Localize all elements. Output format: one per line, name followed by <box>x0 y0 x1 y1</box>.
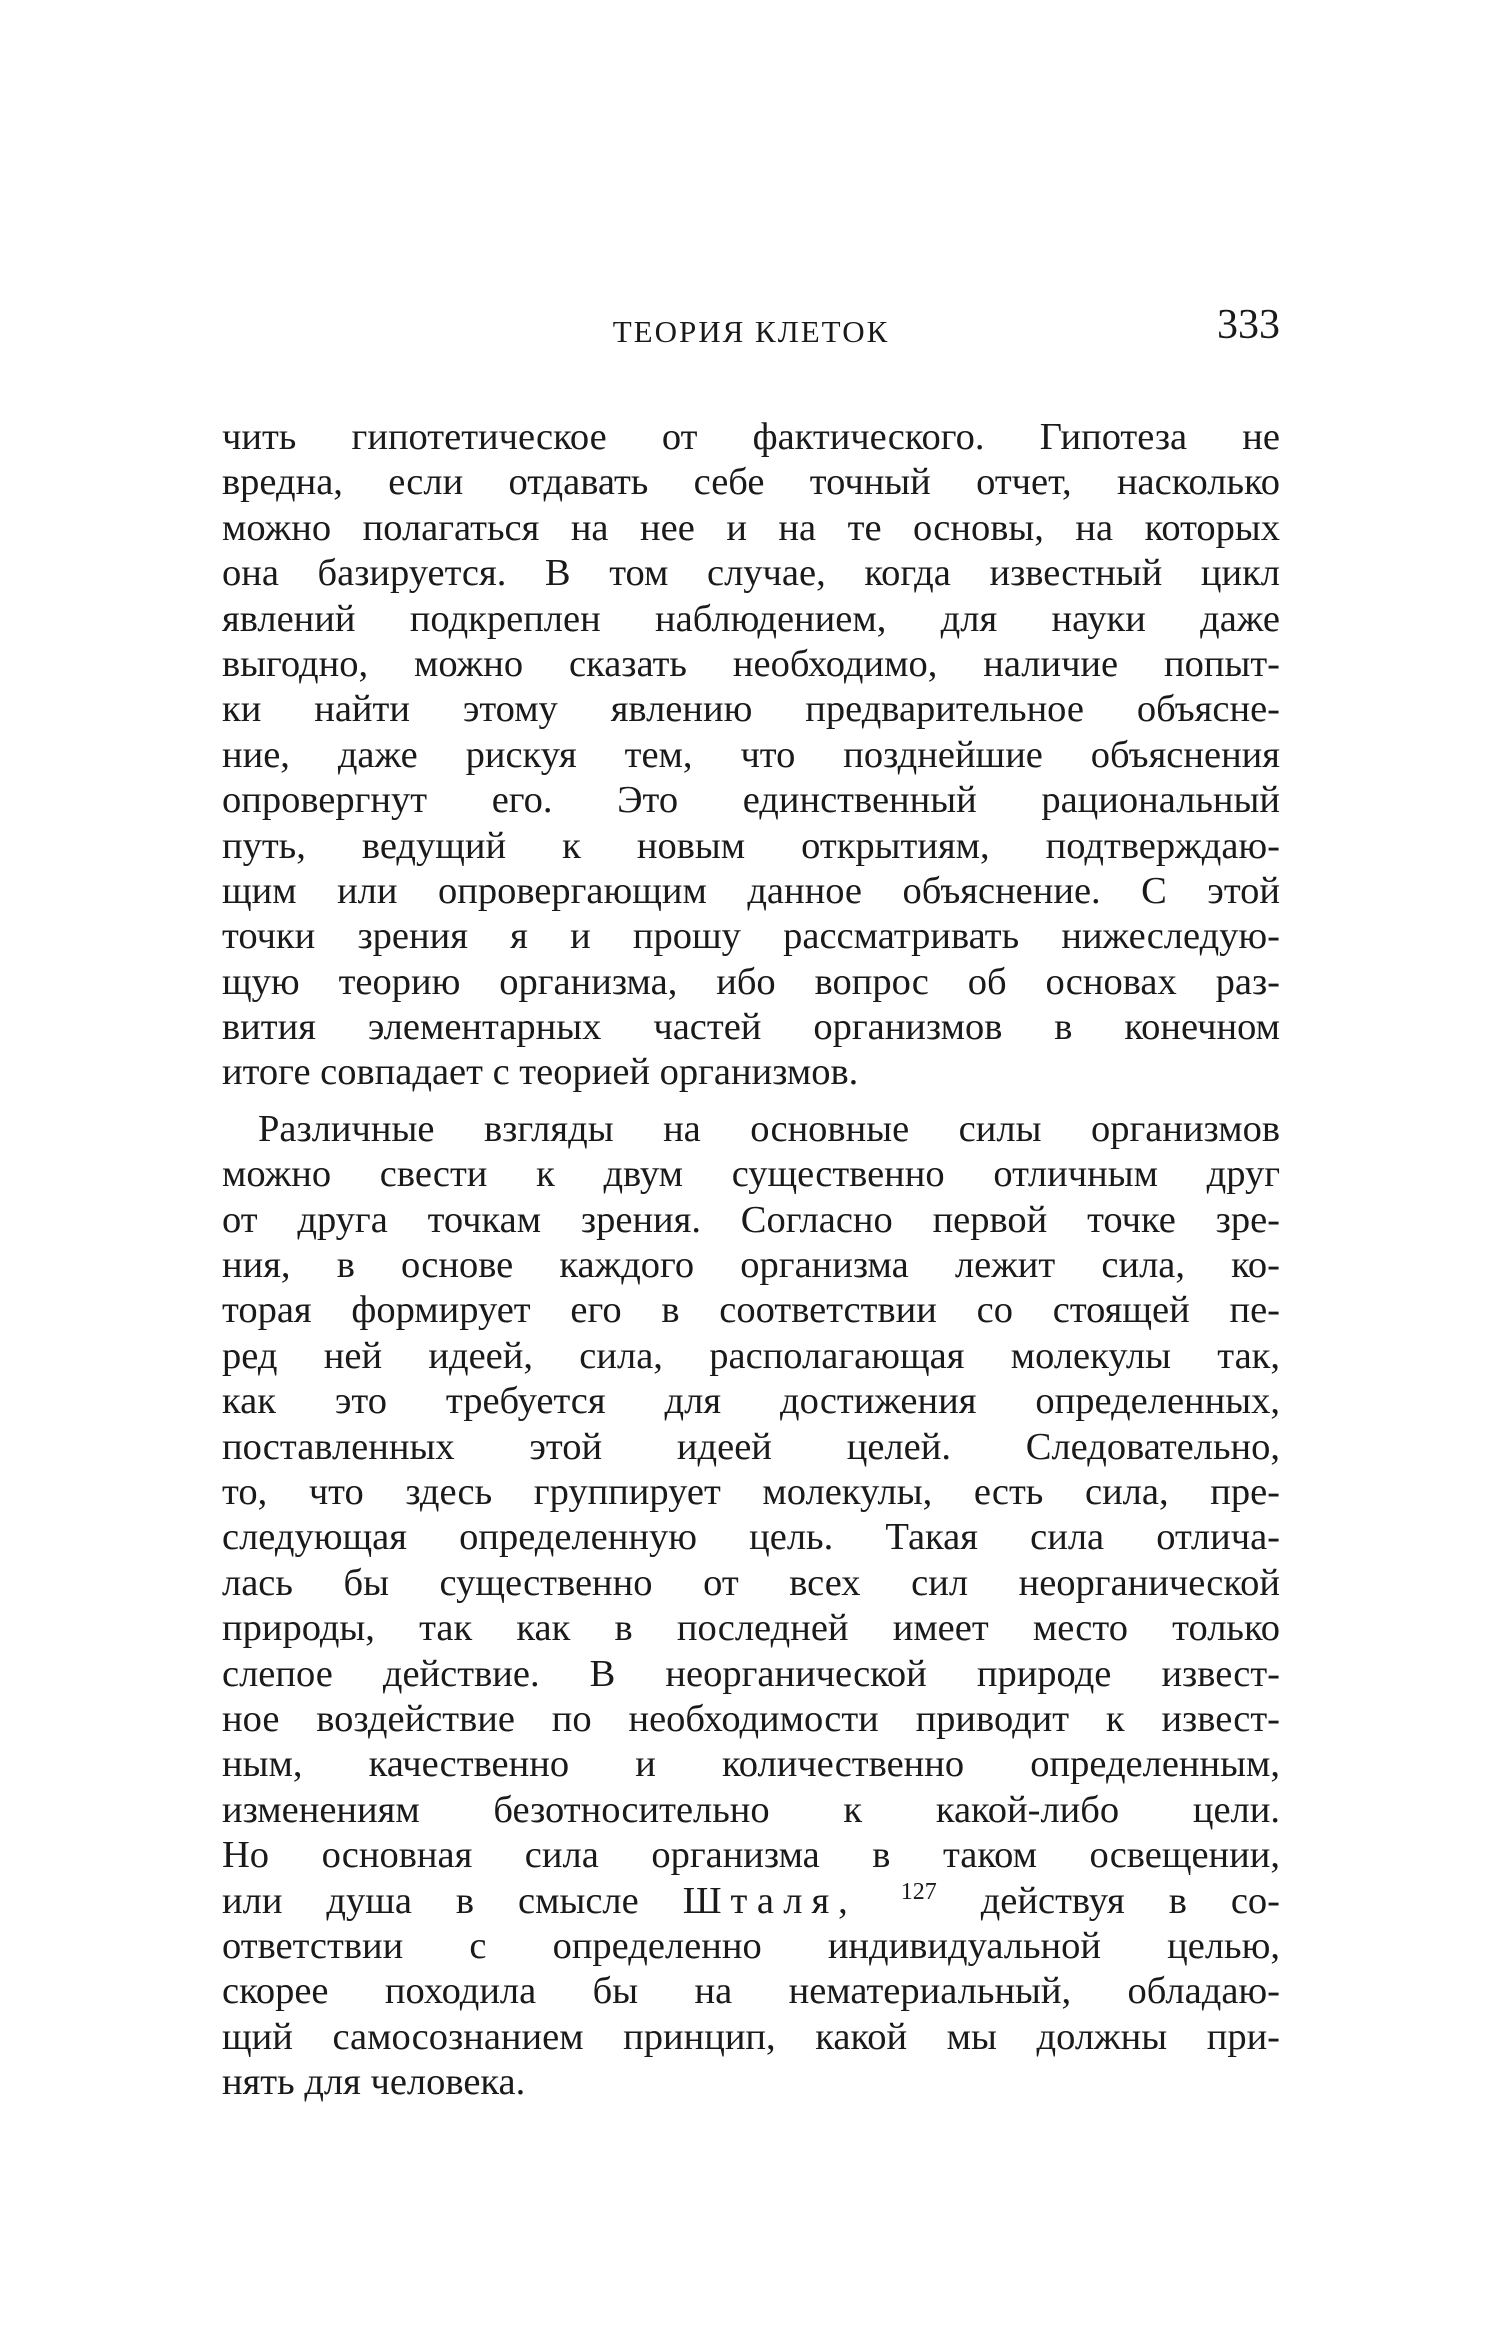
text-line: вития элементарных частей организмов в конечном <box>222 1006 1280 1049</box>
paragraph-gap <box>222 1096 1280 1107</box>
text-line: ным, качественно и количественно определенным, <box>222 1743 1280 1786</box>
text-line: то, что здесь группирует молекулы, есть сила, пре- <box>222 1470 1280 1513</box>
text-line: путь, ведущий к новым открытиям, подтверждаю- <box>222 824 1280 867</box>
text-line: ред ней идеей, сила, располагающая молекулы так, <box>222 1334 1280 1377</box>
text-line: природы, так как в последней имеет место только <box>222 1607 1280 1650</box>
text-line: нять для человека. <box>222 2061 526 2104</box>
page-number: 333 <box>1217 302 1280 348</box>
text-line: от друга точкам зрения. Согласно первой точке зре- <box>222 1198 1280 1241</box>
text-line: изменениям безотносительно к какой-либо цели. <box>222 1788 1280 1831</box>
text-line: следующая определенную цель. Такая сила отлича- <box>222 1516 1280 1559</box>
text-line: как это требуется для достижения определенных, <box>222 1380 1280 1423</box>
text-line: чить гипотетическое от фактического. Гипотеза не <box>222 416 1280 458</box>
text-line: щую теорию организма, ибо вопрос об основах раз- <box>222 960 1280 1003</box>
text-line: ное воздействие по необходимости приводит к извест- <box>222 1697 1280 1740</box>
text-line: щим или опровергающим данное объяснение. С этой <box>222 869 1280 912</box>
body-text <box>222 415 1280 2105</box>
running-head <box>222 300 1280 360</box>
text-line: ответствии с определенно индивидуальной целью, <box>222 1924 1280 1967</box>
text-line: ки найти этому явлению предварительное объясне- <box>222 688 1280 731</box>
running-title: ТЕОРИЯ КЛЕТОК <box>612 314 890 349</box>
text-line: Но основная сила организма в таком освещении, <box>222 1834 1280 1877</box>
text-line: выгодно, можно сказать необходимо, наличие попыт- <box>222 642 1280 685</box>
text-line: Различные взгляды на основные силы организмов <box>258 1107 1280 1150</box>
paragraph-1 <box>222 415 1280 1096</box>
text-line-stahl <box>222 1879 1280 1924</box>
text-line: ние, даже рискуя тем, что позднейшие объяснения <box>222 733 1280 776</box>
text-line: явлений подкреплен наблюдением, для науки даже <box>222 597 1280 640</box>
text-line: точки зрения я и прошу рассматривать нижеследую- <box>222 915 1280 958</box>
paragraph-2 <box>222 1107 1280 2106</box>
text-line: поставленных этой идеей целей. Следовательно, <box>222 1425 1280 1468</box>
text-line: слепое действие. В неорганической природе извест- <box>222 1652 1280 1695</box>
text-line: опровергнут его. Это единственный рациональный <box>222 779 1280 822</box>
text-line: итоге совпадает с теорией организмов. <box>222 1051 859 1094</box>
text-line: скорее походила бы на нематериальный, обладаю- <box>222 1970 1280 2013</box>
text-line: щий самосознанием принцип, какой мы должны при- <box>222 2015 1280 2058</box>
text-line: она базируется. В том случае, когда известный цикл <box>222 552 1280 595</box>
text-line: ния, в основе каждого организма лежит сила, ко- <box>222 1244 1280 1287</box>
author-name-spaced: Шталя, <box>682 1879 857 1922</box>
text-line: можно полагаться на нее и на те основы, на которых <box>222 506 1280 549</box>
text-fragment: действуя в со- <box>936 1879 1280 1922</box>
footnote-marker: 127 <box>900 1878 937 1905</box>
text-line: вредна, если отдавать себе точный отчет, насколько <box>222 461 1280 504</box>
text-line: можно свести к двум существенно отличным друг <box>222 1153 1280 1196</box>
text-line: торая формирует его в соответствии со стоящей пе- <box>222 1289 1280 1332</box>
text-fragment: или душа в смысле <box>222 1879 683 1922</box>
text-line: лась бы существенно от всех сил неорганической <box>222 1561 1280 1604</box>
